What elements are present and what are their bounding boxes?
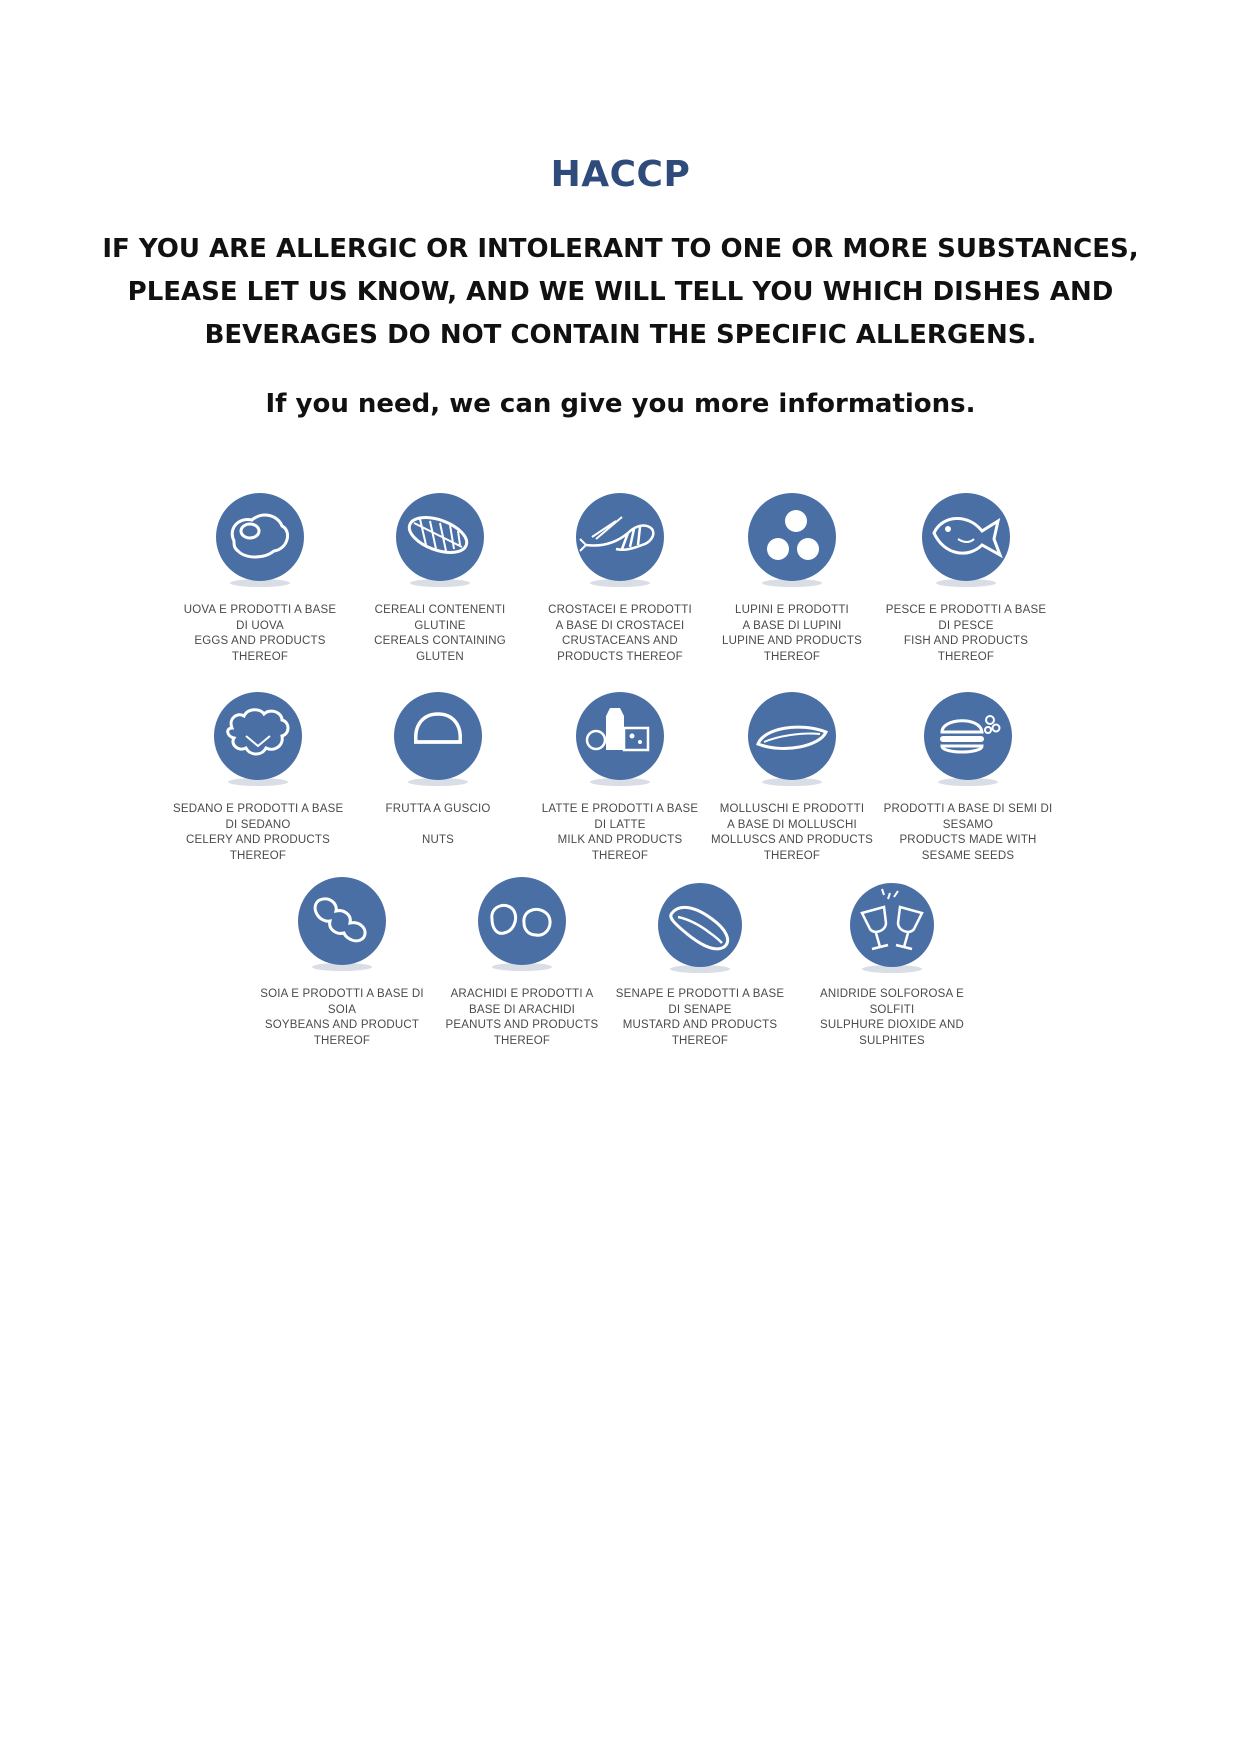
- allergen-eggs: [175, 493, 345, 665]
- notice-line: PLEASE LET US KNOW, AND WE WILL TELL YOU WHICH DISHES AND: [127, 277, 1114, 307]
- allergen-soy: [257, 877, 427, 1049]
- shrimp-icon: [572, 493, 668, 589]
- fish-icon: [918, 493, 1014, 589]
- allergen-label: LUPINI E PRODOTTI A BASE DI LUPINI LUPINE AND PRODUCTS THEREOF: [722, 604, 862, 663]
- allergen-label: SEDANO E PRODOTTI A BASE DI SEDANO CELERY AND PRODUCTS THEREOF: [173, 803, 344, 862]
- allergen-mustard: [615, 883, 785, 1049]
- allergen-label: PESCE E PRODOTTI A BASE DI PESCE FISH AND PRODUCTS THEREOF: [885, 604, 1047, 663]
- peanut-icon: [474, 877, 570, 973]
- allergen-label: PRODOTTI A BASE DI SEMI DI SESAMO PRODUCTS MADE WITH SESAME SEEDS: [883, 803, 1053, 862]
- allergen-crustaceans: [535, 493, 705, 665]
- allergen-label: MOLLUSCHI E PRODOTTI A BASE DI MOLLUSCHI MOLLUSCS AND PRODUCTS THEREOF: [710, 803, 874, 862]
- allergen-label: UOVA E PRODOTTI A BASE DI UOVA EGGS AND PRODUCTS THEREOF: [183, 604, 337, 663]
- allergen-label: SENAPE E PRODOTTI A BASE DI SENAPE MUSTARD AND PRODUCTS THEREOF: [615, 988, 785, 1047]
- milk-icon: [572, 692, 668, 788]
- allergen-sesame: [883, 692, 1053, 864]
- allergen-label: CEREALI CONTENENTI GLUTINE CEREALS CONTAINING GLUTEN: [374, 604, 506, 663]
- wine-glasses-icon: [844, 883, 940, 973]
- page-title: HACCP: [550, 154, 691, 195]
- mussel-icon: [744, 692, 840, 788]
- allergen-fish: [881, 493, 1051, 665]
- notice-line: BEVERAGES DO NOT CONTAIN THE SPECIFIC ALLERGENS.: [204, 320, 1037, 350]
- allergen-label: SOIA E PRODOTTI A BASE DI SOIA SOYBEANS AND PRODUCT THEREOF: [260, 988, 424, 1047]
- mustard-icon: [652, 883, 748, 973]
- egg-icon: [212, 493, 308, 589]
- soy-icon: [294, 877, 390, 973]
- allergen-milk: [535, 692, 705, 864]
- notice-line: IF YOU ARE ALLERGIC OR INTOLERANT TO ONE OR MORE SUBSTANCES,: [102, 234, 1139, 264]
- allergen-lupin: [707, 493, 877, 665]
- allergen-sulphites: [807, 883, 977, 1049]
- allergen-molluscs: [707, 692, 877, 864]
- cereal-icon: [392, 493, 488, 589]
- lupin-icon: [744, 493, 840, 589]
- allergen-nuts: [353, 692, 523, 849]
- celery-icon: [210, 692, 306, 788]
- allergy-notice: [100, 228, 1141, 357]
- allergen-celery: [173, 692, 343, 864]
- allergen-cereals: [355, 493, 525, 665]
- nut-icon: [390, 692, 486, 788]
- allergen-label: LATTE E PRODOTTI A BASE DI LATTE MILK AND PRODUCTS THEREOF: [541, 803, 699, 862]
- allergen-peanuts: [437, 877, 607, 1049]
- allergen-label: ARACHIDI E PRODOTTI A BASE DI ARACHIDI PEANUTS AND PRODUCTS THEREOF: [445, 988, 599, 1047]
- allergen-label: FRUTTA A GUSCIO NUTS: [385, 803, 491, 846]
- info-text: If you need, we can give you more informations.: [265, 389, 976, 419]
- allergen-label: CROSTACEI E PRODOTTI A BASE DI CROSTACEI CRUSTACEANS AND PRODUCTS THEREOF: [548, 604, 692, 663]
- allergen-label: ANIDRIDE SOLFOROSA E SOLFITI SULPHURE DIOXIDE AND SULPHITES: [820, 988, 964, 1047]
- sesame-icon: [920, 692, 1016, 788]
